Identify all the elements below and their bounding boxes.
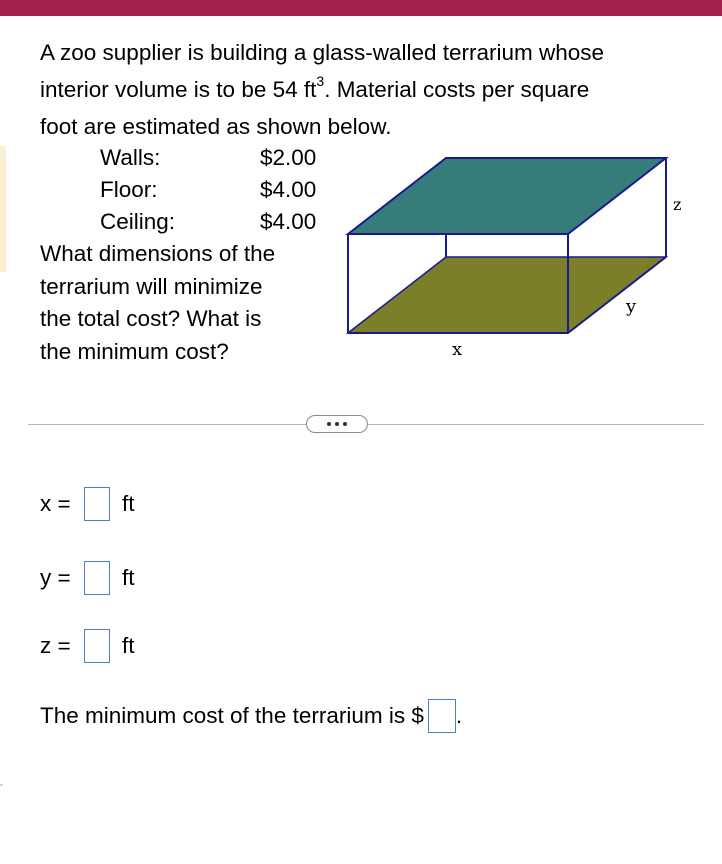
dot-icon xyxy=(335,422,339,426)
problem-line-1: A zoo supplier is building a glass-walled terrarium whose xyxy=(40,40,605,65)
cost-label: Walls: xyxy=(100,145,161,170)
period: . xyxy=(455,703,463,728)
left-accent-strip xyxy=(0,146,6,272)
answer-row-x xyxy=(40,486,135,522)
unit-label: ft xyxy=(122,565,135,590)
problem-line-3: foot are estimated as shown below. xyxy=(40,114,392,139)
x-answer-input[interactable] xyxy=(84,487,110,521)
cost-label: Ceiling: xyxy=(100,209,176,234)
problem-line-2-text: interior volume is to be 54 ft xyxy=(40,77,317,102)
answer-row-z xyxy=(40,628,135,664)
question-line-3: the total cost? What is xyxy=(40,306,262,331)
variable-label: y = xyxy=(40,565,71,590)
y-answer-input[interactable] xyxy=(84,561,110,595)
x-dimension-label: x xyxy=(452,339,463,360)
cost-value: $2.00 xyxy=(260,145,317,170)
z-answer-input[interactable] xyxy=(84,629,110,663)
left-divider-mark xyxy=(0,784,3,786)
unit-label: ft xyxy=(122,633,135,658)
problem-line-2 xyxy=(40,71,710,108)
terrarium-figure xyxy=(340,150,685,365)
exponent: 3 xyxy=(316,72,325,89)
variable-label: z = xyxy=(40,633,71,658)
ceiling-face xyxy=(348,158,666,234)
more-options-button[interactable] xyxy=(306,415,368,433)
minimum-cost-input[interactable] xyxy=(428,699,456,733)
top-bar xyxy=(0,0,722,16)
y-dimension-label: y xyxy=(626,296,637,317)
question-line-1: What dimensions of the xyxy=(40,241,276,266)
cost-value: $4.00 xyxy=(260,209,317,234)
minimum-cost-row xyxy=(40,698,462,734)
question-line-4: the minimum cost? xyxy=(40,338,229,364)
dot-icon xyxy=(327,422,331,426)
problem-line-2-rest: . Material costs per square xyxy=(324,77,590,102)
z-dimension-label: z xyxy=(673,195,682,214)
dot-icon xyxy=(343,422,347,426)
problem-statement xyxy=(40,34,710,145)
cost-value: $4.00 xyxy=(260,177,317,202)
variable-label: x = xyxy=(40,491,71,516)
answer-row-y xyxy=(40,560,135,596)
minimum-cost-label: The minimum cost of the terrarium is $ xyxy=(40,703,424,728)
unit-label: ft xyxy=(122,491,135,516)
cost-label: Floor: xyxy=(100,177,158,202)
question-text xyxy=(40,238,330,368)
question-line-2: terrarium will minimize xyxy=(40,273,263,299)
